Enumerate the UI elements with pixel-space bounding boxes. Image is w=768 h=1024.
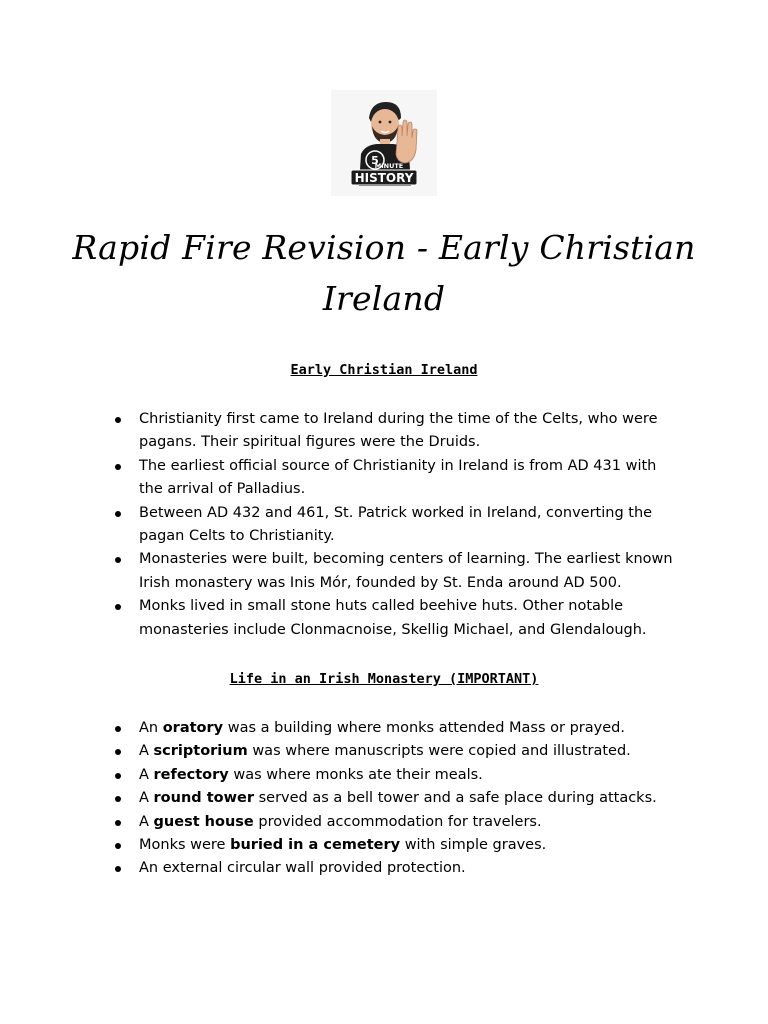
list-item-term: round tower xyxy=(153,790,254,807)
bullet-icon xyxy=(115,866,121,872)
list-item xyxy=(112,764,682,787)
list-item xyxy=(112,740,682,763)
list-item-text: An xyxy=(139,720,163,736)
bullet-icon xyxy=(115,511,121,517)
list-item-text: provided accommodation for travelers. xyxy=(253,813,542,830)
list-item xyxy=(112,502,682,549)
list-item-text: The earliest official source of Christianity in Ireland is from AD 431 with the arrival of Palladius. xyxy=(139,457,657,498)
bullet-icon xyxy=(115,773,121,779)
logo xyxy=(331,90,437,196)
list-item-text: Monks were xyxy=(139,837,231,854)
list-item xyxy=(112,548,682,595)
list-item xyxy=(112,595,682,642)
bullet-icon xyxy=(115,796,121,802)
list-item xyxy=(112,408,682,455)
list-item-text: A xyxy=(139,813,154,830)
section-heading-early-christian-ireland: Early Christian Ireland xyxy=(290,362,478,378)
list-item xyxy=(112,787,682,810)
list-item xyxy=(112,857,682,880)
section-heading-life-in-monastery: Life in an Irish Monastery (IMPORTANT) xyxy=(229,671,539,687)
bullet-icon xyxy=(115,749,121,755)
list-item-text: was a building where monks attended Mass or prayed. xyxy=(223,720,625,736)
bullet-icon xyxy=(115,464,121,470)
list-item xyxy=(112,455,682,502)
list-item-text: was where monks ate their meals. xyxy=(228,766,483,783)
bullet-icon xyxy=(115,820,121,826)
list-item-text: Between AD 432 and 461, St. Patrick worked in Ireland, converting the pagan Celts to Christianity. xyxy=(139,504,653,545)
bullet-icon xyxy=(115,417,121,423)
bullet-icon xyxy=(115,843,121,849)
bullet-icon xyxy=(115,604,121,610)
list-item-text: A xyxy=(139,743,154,760)
logo-line2: HISTORY xyxy=(354,171,414,185)
list-item-text: with simple graves. xyxy=(400,837,547,854)
list-item-term: buried in a cemetery xyxy=(230,837,401,854)
list-item-term: scriptorium xyxy=(153,743,248,760)
list-item xyxy=(112,811,682,834)
logo-number: 5 xyxy=(371,154,379,167)
page-title xyxy=(40,222,728,324)
list-item-term: guest house xyxy=(153,813,254,830)
list-item-term: refectory xyxy=(153,766,229,783)
title-line1: Rapid Fire Revision - Early Christian xyxy=(72,228,696,267)
bullet-icon xyxy=(115,726,121,732)
list-item-text: A xyxy=(139,766,154,783)
bullet-list-early-christian-ireland xyxy=(112,408,682,642)
list-item-text: Monks lived in small stone huts called beehive huts. Other notable monasteries include Clonmacnoise, Skellig Michael, and Glendalough. xyxy=(139,598,647,638)
list-item xyxy=(112,834,682,857)
logo-line1: MINUTE xyxy=(374,162,404,170)
list-item-text: served as a bell tower and a safe place during attacks. xyxy=(254,790,657,807)
list-item-text: A xyxy=(139,790,154,807)
list-item-text: Christianity first came to Ireland during the time of the Celts, who were pagans. Their spiritual figures were the Druids. xyxy=(139,411,658,451)
logo-illustration xyxy=(331,90,437,196)
list-item-text: was where manuscripts were copied and illustrated. xyxy=(247,743,631,760)
list-item xyxy=(112,717,682,740)
title-line2: Ireland xyxy=(322,279,446,318)
bullet-list-life-in-monastery xyxy=(112,717,682,881)
bullet-icon xyxy=(115,557,121,563)
list-item-text: Monasteries were built, becoming centers of learning. The earliest known Irish monastery was Inis Mór, founded by St. Enda around AD 500. xyxy=(139,551,673,591)
list-item-term: oratory xyxy=(162,720,224,736)
list-item-text: An external circular wall provided protection. xyxy=(139,860,466,877)
